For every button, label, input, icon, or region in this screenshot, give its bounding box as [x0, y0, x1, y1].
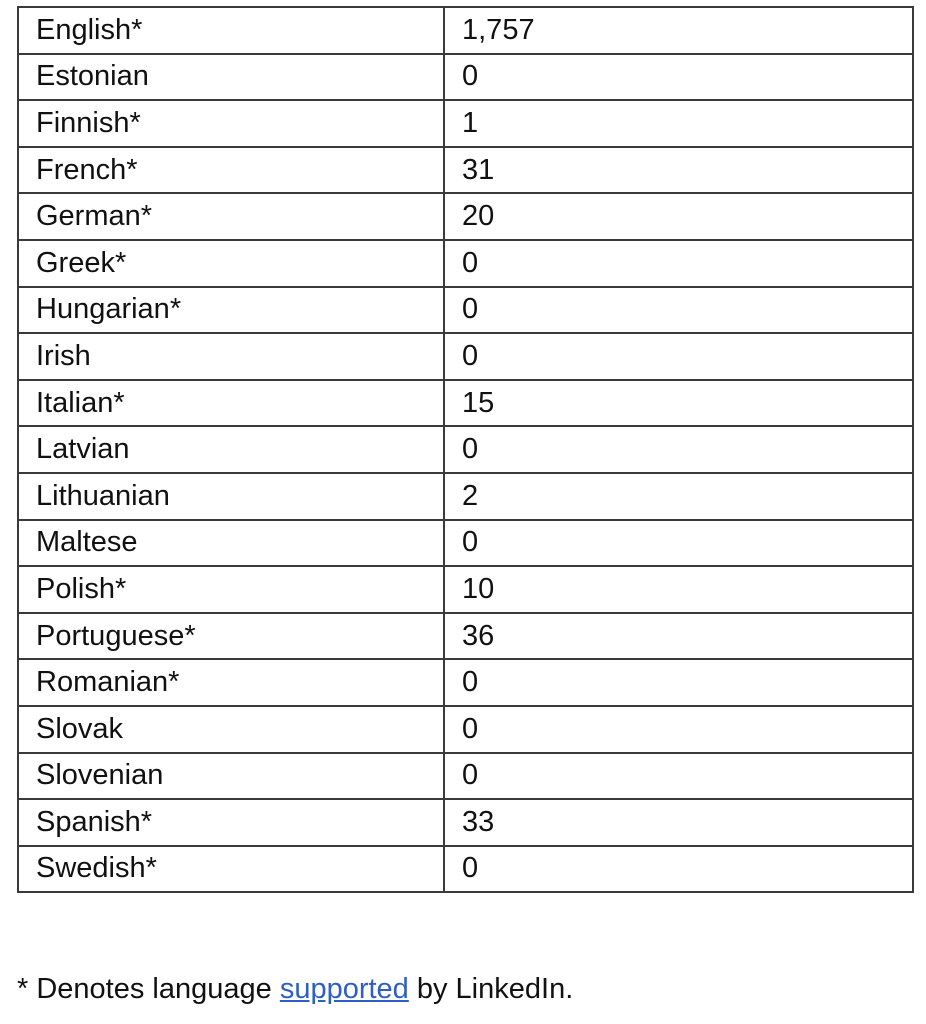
language-cell: Finnish*: [18, 100, 444, 147]
count-cell: 2: [444, 473, 913, 520]
table-row: [18, 7, 913, 54]
table-row: [18, 287, 913, 334]
table-row: [18, 799, 913, 846]
count-cell: 1: [444, 100, 913, 147]
table-row: [18, 520, 913, 567]
language-cell: Italian*: [18, 380, 444, 427]
count-cell: 0: [444, 333, 913, 380]
footnote-suffix: by LinkedIn.: [408, 973, 574, 1005]
table-row: [18, 846, 913, 893]
count-cell: 36: [444, 613, 913, 660]
count-cell: 0: [444, 287, 913, 334]
table-row: [18, 753, 913, 800]
language-table-container: [17, 6, 912, 893]
language-cell: Portuguese*: [18, 613, 444, 660]
count-cell: 0: [444, 240, 913, 287]
table-row: [18, 333, 913, 380]
footnote: [17, 972, 573, 1007]
language-cell: Slovenian: [18, 753, 444, 800]
count-cell: 0: [444, 846, 913, 893]
count-cell: 0: [444, 659, 913, 706]
table-row: [18, 659, 913, 706]
supported-link[interactable]: supported: [279, 973, 409, 1005]
footnote-prefix: * Denotes language: [17, 973, 280, 1005]
language-cell: French*: [18, 147, 444, 194]
language-cell: Romanian*: [18, 659, 444, 706]
language-cell: Hungarian*: [18, 287, 444, 334]
table-row: [18, 193, 913, 240]
table-row: [18, 100, 913, 147]
table-row: [18, 426, 913, 473]
count-cell: 33: [444, 799, 913, 846]
language-cell: Slovak: [18, 706, 444, 753]
table-row: [18, 473, 913, 520]
count-cell: 31: [444, 147, 913, 194]
count-cell: 0: [444, 706, 913, 753]
language-cell: Polish*: [18, 566, 444, 613]
language-cell: Lithuanian: [18, 473, 444, 520]
language-cell: German*: [18, 193, 444, 240]
count-cell: 1,757: [444, 7, 913, 54]
count-cell: 20: [444, 193, 913, 240]
count-cell: 0: [444, 753, 913, 800]
table-row: [18, 54, 913, 101]
count-cell: 15: [444, 380, 913, 427]
count-cell: 0: [444, 426, 913, 473]
count-cell: 10: [444, 566, 913, 613]
table-row: [18, 147, 913, 194]
language-cell: Estonian: [18, 54, 444, 101]
language-cell: Irish: [18, 333, 444, 380]
language-cell: Maltese: [18, 520, 444, 567]
language-cell: Swedish*: [18, 846, 444, 893]
table-row: [18, 380, 913, 427]
language-cell: English*: [18, 7, 444, 54]
count-cell: 0: [444, 54, 913, 101]
language-count-table: [17, 6, 914, 893]
language-cell: Spanish*: [18, 799, 444, 846]
table-body: [18, 7, 913, 892]
count-cell: 0: [444, 520, 913, 567]
language-cell: Greek*: [18, 240, 444, 287]
table-row: [18, 706, 913, 753]
table-row: [18, 613, 913, 660]
language-cell: Latvian: [18, 426, 444, 473]
table-row: [18, 240, 913, 287]
table-row: [18, 566, 913, 613]
